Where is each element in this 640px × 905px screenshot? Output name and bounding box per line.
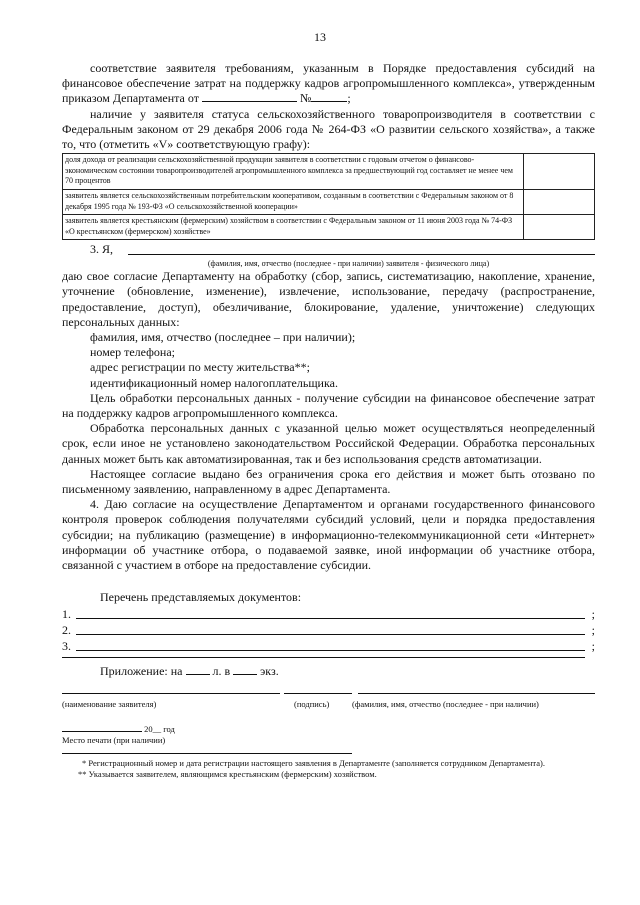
- document-row: 1. ;: [62, 607, 595, 622]
- signature-block: [62, 691, 595, 721]
- condition-text: доля дохода от реализации сельскохозяйственной продукции заявителя в соответствии с годовым отчетом о финансово-экономическом состоянии товаропроизводителей агропромышленного комплекса за предшествующий год составляет не менее чем 70 процентов: [63, 154, 524, 190]
- document-line[interactable]: [76, 650, 585, 651]
- document-row: 2. ;: [62, 623, 595, 638]
- order-date-blank: [202, 91, 297, 102]
- condition-checkbox[interactable]: [524, 215, 595, 240]
- purpose-paragraph: Цель обработки персональных данных - получение субсидии на финансовое обеспечение затрат на поддержку кадров агропромышленного комплекса.: [62, 390, 595, 421]
- personal-data-item: номер телефона;: [90, 345, 176, 360]
- consent-text: даю свое согласие Департаменту на обработку (сбор, запись, систематизацию, накопление, хранение, уточнение (обновление, изменение), извлечение, использование, передачу (распространение, предоставление, доступ), обезличивание, блокирование, удаление, уничтожение) следующих персональных данных:: [62, 269, 595, 329]
- documents-title: Перечень представляемых документов:: [100, 590, 302, 605]
- copies-blank[interactable]: [233, 664, 257, 675]
- paragraph-4: 4. Даю согласие на осуществление Департаментом и органами государственного финансового контроля проверок соблюдения получателями субсидий условий, цели и порядка предоставления субсидии; на публикацию (размещение) в информационно-телекоммуникационной сети «Интернет» информации об участнике отбора, о подаваемой заявке, иной информации об участнике отбора, связанной с участием в отборе на предоставление субсидии.: [62, 497, 595, 573]
- appendix-line: Приложение: на л. в экз.: [100, 664, 279, 679]
- condition-text: заявитель является крестьянским (фермерским) хозяйством в соответствии с Федеральным законом от 11 июня 2003 года № 74-ФЗ «О крестьянском (фермерском) хозяйстве»: [63, 215, 524, 240]
- applicant-name-line[interactable]: [128, 254, 595, 255]
- document-row: 3. ;: [62, 639, 595, 654]
- footnote-2: ** Указывается заявителем, являющимся крестьянским (фермерским) хозяйством.: [78, 769, 377, 780]
- order-number-blank: [311, 91, 347, 102]
- document-line[interactable]: [76, 634, 585, 635]
- condition-row: [63, 154, 595, 190]
- footnote-1: * Регистрационный номер и дата регистрации настоящего заявления в Департаменте (заполняется сотрудником Департамента).: [82, 757, 545, 768]
- condition-row: [63, 215, 595, 240]
- status-conditions-table: [62, 153, 595, 240]
- date-line: 20__ год: [62, 723, 595, 736]
- seal-place: Место печати (при наличии): [62, 735, 166, 746]
- condition-checkbox[interactable]: [524, 190, 595, 215]
- applicant-caption: (наименование заявителя): [62, 698, 157, 709]
- pages-blank[interactable]: [186, 664, 210, 675]
- footnote-separator: [62, 753, 352, 754]
- signer-name-caption: (фамилия, имя, отчество (последнее - при наличии): [352, 698, 539, 709]
- signature-line[interactable]: [284, 693, 352, 694]
- date-blank[interactable]: [62, 723, 142, 732]
- document-line[interactable]: [76, 618, 585, 619]
- intro-paragraph-2: наличие у заявителя статуса сельскохозяйственного товаропроизводителя в соответствии с Федеральным законом от 29 декабря 2006 года № 264-ФЗ «О развитии сельского хозяйства», а также то, что (отметить «V» соответствующую графу):: [62, 106, 595, 152]
- condition-row: [63, 190, 595, 215]
- validity-paragraph: Настоящее согласие выдано без ограничения срока его действия и может быть отозвано по письменному заявлению, направленному в адрес Департамента.: [62, 466, 595, 497]
- intro-paragraph-1: соответствие заявителя требованиям, указанным в Порядке предоставления субсидий на финансовое обеспечение затрат на поддержку кадров агропромышленного комплекса», утвержденным приказом Департамента от № ;: [62, 61, 595, 106]
- personal-data-item: фамилия, имя, отчество (последнее – при наличии);: [90, 330, 356, 345]
- condition-checkbox[interactable]: [524, 154, 595, 190]
- signer-name-line[interactable]: [358, 693, 595, 694]
- personal-data-item: адрес регистрации по месту жительства**;: [90, 360, 310, 375]
- signature-caption: (подпись): [294, 698, 330, 709]
- consent-name-caption: (фамилия, имя, отчество (последнее - при наличии) заявителя - физического лица): [207, 259, 490, 269]
- page-number: 13: [314, 30, 326, 44]
- condition-text: заявитель является сельскохозяйственным потребительским кооперативом, созданным в соответствии с Федеральным законом от 8 декабря 1995 года № 193-ФЗ «О сельскохозяйственной кооперации»: [63, 190, 524, 215]
- processing-paragraph: Обработка персональных данных с указанной целью может осуществляться неопределенный срок, если иное не установлено законодательством Российской Федерации. Обработка персональных данных может быть как автоматизированная, так и без использования средств автоматизации.: [62, 421, 595, 466]
- document-page: [62, 0, 595, 781]
- applicant-line[interactable]: [62, 693, 280, 694]
- consent-name-row: 3. Я,: [62, 242, 595, 258]
- personal-data-item: идентификационный номер налогоплательщика.: [90, 375, 338, 390]
